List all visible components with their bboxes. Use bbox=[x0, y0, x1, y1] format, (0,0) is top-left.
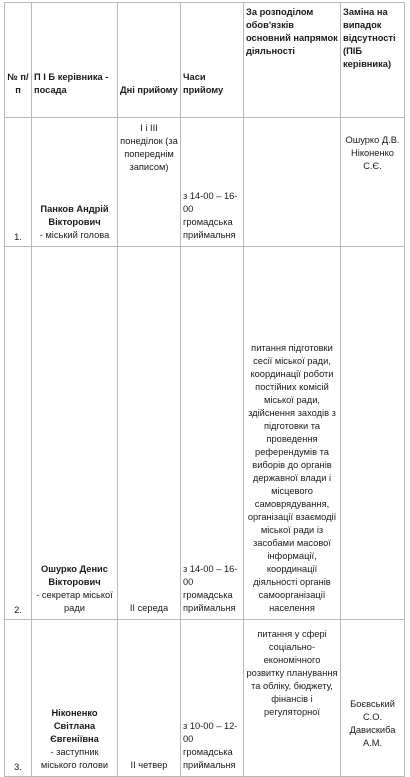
person-position: - секретар міської ради bbox=[36, 590, 113, 613]
header-name: П І Б керівника - посада bbox=[32, 3, 118, 118]
header-duties: За розподілом обов'язків основний напрямок діяльності bbox=[244, 3, 341, 118]
table-row bbox=[5, 118, 405, 247]
header-replacement: Заміна на випадок відсутності (ПІБ керівника) bbox=[341, 3, 405, 118]
row-days: ІІ четвер bbox=[118, 620, 181, 777]
row-days: ІІ середа bbox=[118, 247, 181, 620]
row-hours: з 14-00 – 16-00 громадська приймальня bbox=[181, 247, 244, 620]
row-days: І і ІІІ понеділок (за попереднім записом) bbox=[118, 118, 181, 247]
row-replacement bbox=[341, 247, 405, 620]
row-name-cell bbox=[32, 620, 118, 777]
row-replacement: Ошурко Д.В. Ніконенко С.Є. bbox=[341, 118, 405, 247]
reception-schedule-table bbox=[4, 2, 405, 777]
row-num: 3. bbox=[5, 620, 32, 777]
header-hours: Часи прийому bbox=[181, 3, 244, 118]
row-duties: питання підготовки сесії міської ради, координації роботи постійних комісій міської ради, здійснення заходів з підготовки та проведення референдумів та виборів до органів державної влади і місцевого самоврядування, організації взаємодії міської ради із засобами масової інформації, координації діяльності органів самоорганізації населення bbox=[244, 247, 341, 620]
header-row bbox=[5, 3, 405, 118]
table-row bbox=[5, 247, 405, 620]
row-num: 1. bbox=[5, 118, 32, 247]
row-num: 2. bbox=[5, 247, 32, 620]
row-name-cell bbox=[32, 118, 118, 247]
person-name: Ошурко Денис Вікторович bbox=[41, 564, 108, 587]
person-position: - заступник міського голови bbox=[40, 747, 109, 770]
person-name: Панков Андрій Вікторович bbox=[40, 204, 109, 227]
row-hours: з 14-00 – 16-00 громадська приймальня bbox=[181, 118, 244, 247]
row-replacement: Боєвський С.О. Давискиба А.М. bbox=[341, 620, 405, 777]
row-duties: питання у сфері соціально-економічного розвитку планування та обліку, бюджету, фінансів і регуляторної bbox=[244, 620, 341, 777]
row-duties bbox=[244, 118, 341, 247]
person-position: - міський голова bbox=[39, 230, 110, 240]
schedule-sheet bbox=[4, 2, 406, 772]
header-num: № п/п bbox=[5, 3, 32, 118]
person-name: Ніконенко Світлана Євгеніївна bbox=[50, 708, 99, 744]
header-days: Дні прийому bbox=[118, 3, 181, 118]
row-hours: з 10-00 – 12-00 громадська приймальня bbox=[181, 620, 244, 777]
table-row bbox=[5, 620, 405, 777]
row-name-cell bbox=[32, 247, 118, 620]
